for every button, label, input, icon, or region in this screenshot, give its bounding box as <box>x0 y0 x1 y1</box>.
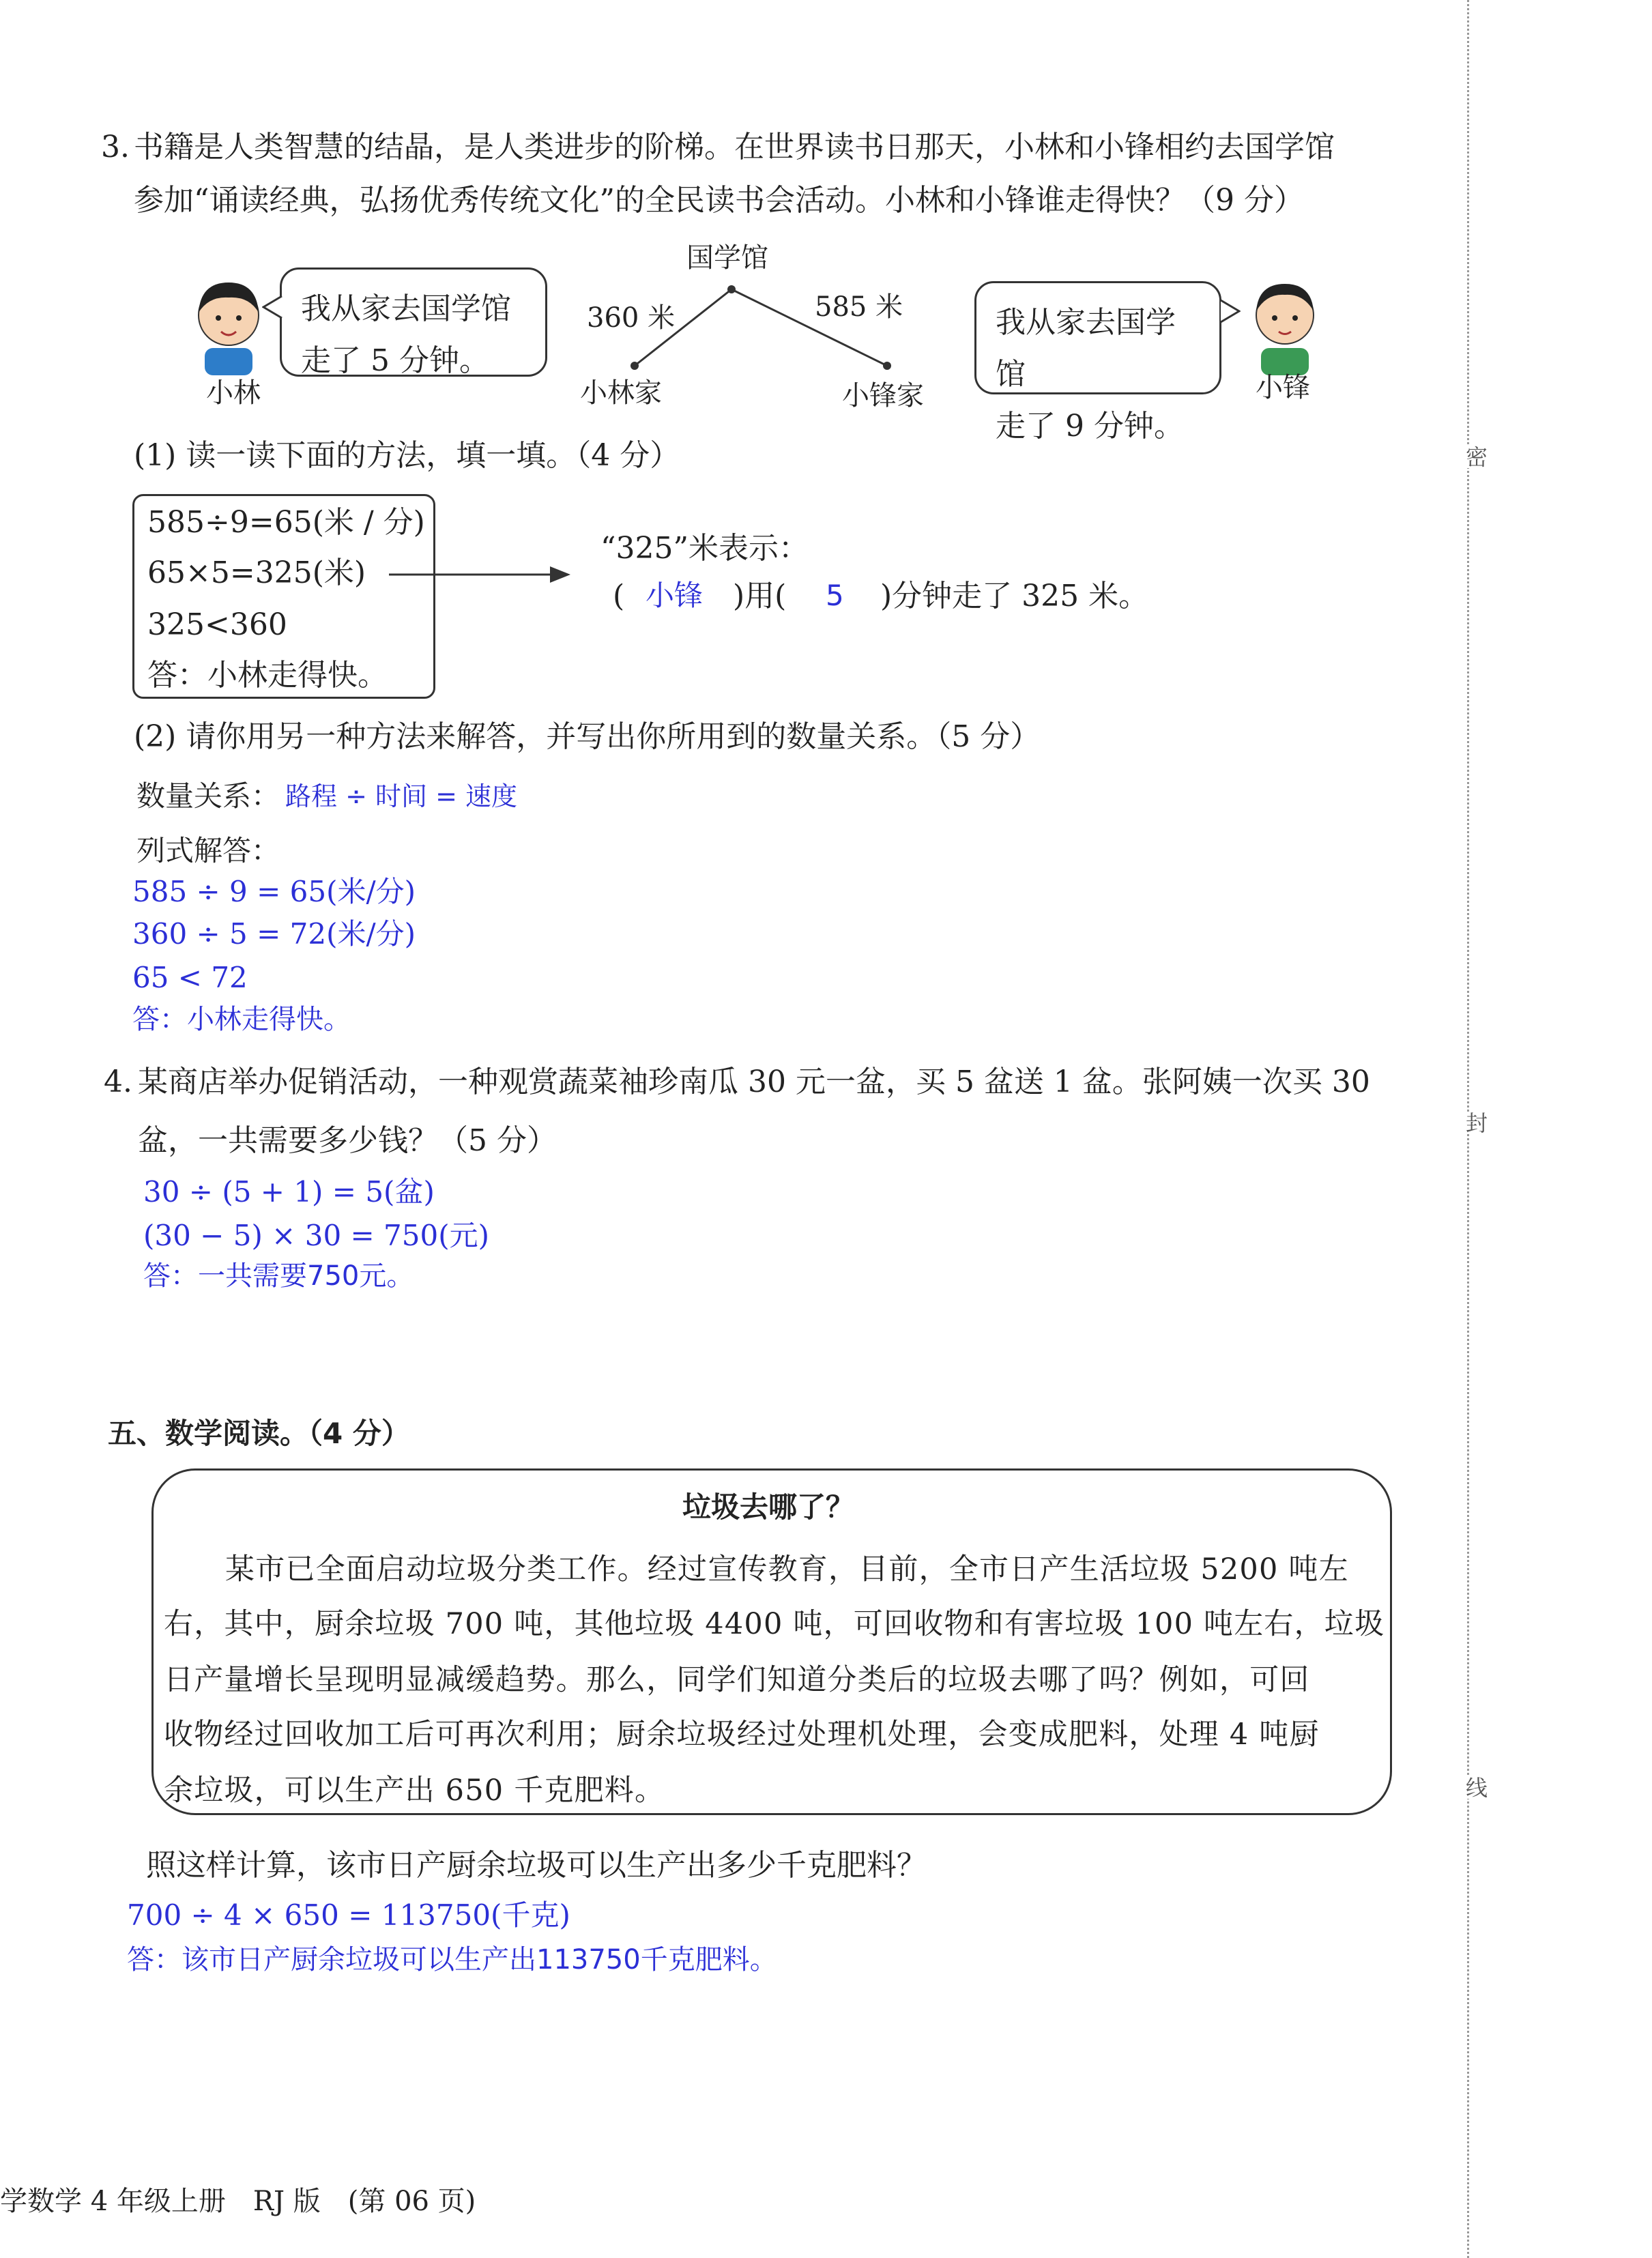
xiaofeng-speech-bubble <box>974 281 1221 444</box>
relation-label: 数量关系： <box>136 779 280 813</box>
explain-line1: “325”米表示： <box>600 531 809 566</box>
reading-line1: 某市已全面启动垃圾分类工作。经过宣传教育，目前，全市日产生活垃圾 5200 吨左 <box>225 1552 1349 1587</box>
q3-number: 3. <box>101 130 130 164</box>
reading-line4: 收物经过回收加工后可再次利用；厨余垃圾经过处理机处理，会变成肥料，处理 4 吨厨 <box>164 1718 1320 1752</box>
reading-line5: 余垃圾，可以生产出 650 千克肥料。 <box>164 1774 665 1808</box>
answer-minutes-blank: 5 <box>826 579 844 612</box>
left-distance-label: 360 米 <box>587 302 676 334</box>
relation-answer: 路程 ÷ 时间 = 速度 <box>285 781 517 811</box>
section5-question: 照这样计算，该市日产厨余垃圾可以生产出多少千克肥料？ <box>146 1848 927 1883</box>
reading-line2: 右，其中，厨余垃圾 700 吨，其他垃圾 4400 吨，可回收物和有害垃圾 100 吨左右，垃圾 <box>164 1607 1385 1641</box>
q3-text-line1: 书籍是人类智慧的结晶，是人类进步的阶梯。在世界读书日那天，小林和小锋相约去国学馆 <box>134 130 1335 164</box>
q3-solution-line2: 360 ÷ 5 = 72(米/分) <box>132 917 416 951</box>
section5-heading: 五、数学阅读。（4 分） <box>108 1417 410 1450</box>
reading-title: 垃圾去哪了？ <box>682 1490 855 1524</box>
section5-answer-line1: 700 ÷ 4 × 650 = 113750(千克) <box>127 1898 570 1932</box>
reading-line3: 日产量增长呈现明显减缓趋势。那么，同学们知道分类后的垃圾去哪了吗？例如，可回 <box>164 1663 1310 1697</box>
q3-solution-line1: 585 ÷ 9 = 65(米/分) <box>132 875 416 908</box>
q3-solution-line3: 65 < 72 <box>132 961 248 994</box>
xiaofeng-name: 小锋 <box>1256 372 1310 403</box>
explain-mid: )用( <box>733 579 787 613</box>
xiaolin-bubble-line1: 我从家去国学馆 <box>301 291 511 326</box>
xiaofeng-bubble-line1: 我从家去国学馆 <box>996 305 1176 392</box>
method-line2: 65×5=325(米) <box>147 555 366 590</box>
xiaolin-bubble-tail <box>262 295 284 319</box>
q4-answer-line3: 答：一共需要750元。 <box>143 1260 414 1292</box>
boy-xiaofeng-icon <box>1241 273 1329 375</box>
boy-xiaolin-icon <box>184 273 273 375</box>
binding-mark-mi: 密 <box>1466 444 1488 470</box>
explain-close: )分钟走了 325 米。 <box>880 579 1149 613</box>
solution-label: 列式解答： <box>136 834 280 867</box>
xiaofeng-home-label: 小锋家 <box>842 380 924 411</box>
q3-text-line2: 参加“诵读经典，弘扬优秀传统文化”的全民读书会活动。小林和小锋谁走得快？（9 分） <box>134 183 1304 218</box>
arrow-icon <box>389 561 573 588</box>
guoxueguan-label: 国学馆 <box>686 242 768 274</box>
binding-mark-feng: 封 <box>1466 1110 1488 1136</box>
q4-answer-line1: 30 ÷ (5 + 1) = 5(盆) <box>143 1175 435 1208</box>
q4-answer-line2: (30 − 5) × 30 = 750(元) <box>143 1219 489 1252</box>
right-distance-label: 585 米 <box>815 291 903 323</box>
explain-open-paren: ( <box>613 579 625 613</box>
q4-text-line1: 某商店举办促销活动，一种观赏蔬菜袖珍南瓜 30 元一盆，买 5 盆送 1 盆。张阿姨一次买 30 <box>138 1065 1370 1099</box>
xiaolin-speech-bubble <box>280 267 547 377</box>
answer-who-blank: 小锋 <box>646 579 704 612</box>
method-line1: 585÷9=65(米 / 分) <box>147 505 425 540</box>
xiaolin-home-label: 小林家 <box>580 377 662 409</box>
q4-number: 4. <box>104 1065 132 1099</box>
xiaofeng-bubble-tail <box>1219 299 1241 323</box>
xiaofeng-bubble-line2: 走了 9 分钟。 <box>996 409 1184 444</box>
q3-part1-prompt: (1) 读一读下面的方法，填一填。（4 分） <box>134 438 680 473</box>
q3-part2-prompt: (2) 请你用另一种方法来解答，并写出你所用到的数量关系。（5 分） <box>134 719 1041 754</box>
q4-text-line2: 盆，一共需要多少钱？（5 分） <box>138 1123 557 1158</box>
q3-solution-line4: 答：小林走得快。 <box>132 1004 351 1035</box>
method-line3: 325<360 <box>147 607 287 642</box>
section5-answer-line2: 答：该市日产厨余垃圾可以生产出113750千克肥料。 <box>127 1944 777 1975</box>
page-footer: 学数学 4 年级上册 RJ 版 (第 06 页) <box>0 2186 476 2217</box>
binding-mark-xian: 线 <box>1466 1775 1488 1801</box>
xiaolin-name: 小林 <box>206 377 261 409</box>
xiaolin-bubble-line2: 走了 5 分钟。 <box>301 343 489 378</box>
method-line4: 答：小林走得快。 <box>147 658 388 693</box>
